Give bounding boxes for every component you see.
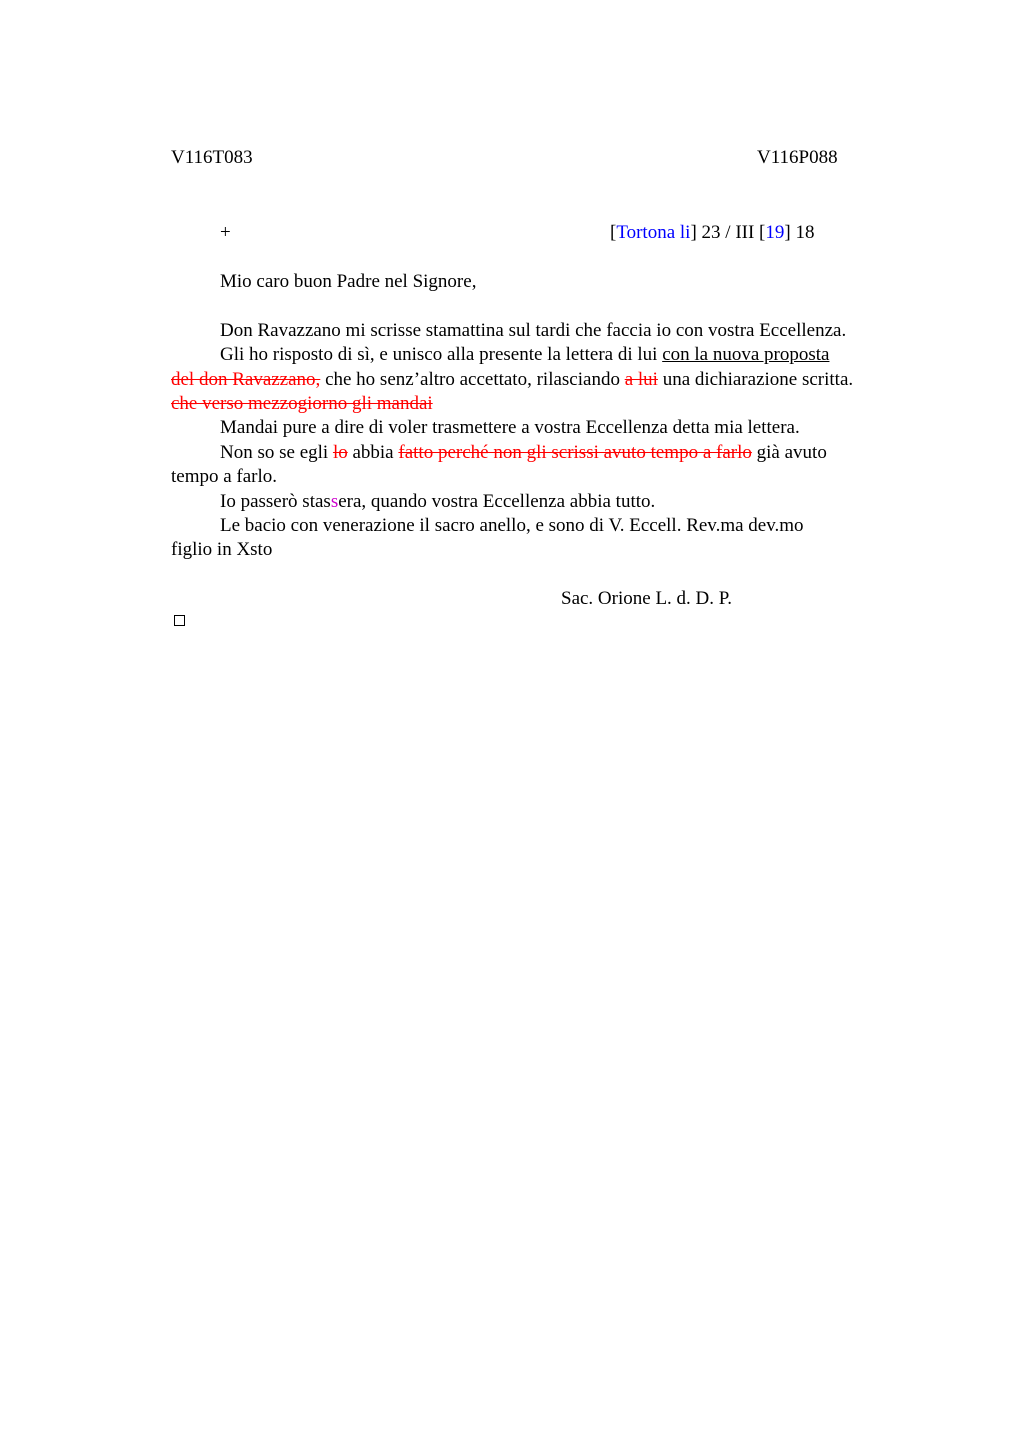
body-line-8 [220, 491, 655, 513]
deleted-text: a lui [624, 369, 658, 390]
highlighted-letter: s [330, 491, 339, 512]
dateline-day-month: ] 23 / III [ [690, 222, 766, 243]
deleted-text: lo [332, 442, 348, 463]
text-span: già avuto [751, 442, 827, 463]
dateline-century: 19 [765, 222, 785, 243]
body-line-1: Don Ravazzano mi scrisse stamattina sul tardi che faccia io con vostra Eccellenza. [220, 320, 847, 341]
body-line-3 [171, 369, 853, 391]
body-line-4-deleted: che verso mezzogiorno gli mandai [171, 393, 433, 414]
deleted-text: fatto perché non gli scrissi avuto tempo a farlo [398, 442, 752, 463]
underlined-text: con la nuova proposta [662, 344, 830, 365]
text-span: Non so se egli [220, 442, 333, 463]
signature: Sac. Orione L. d. D. P. [561, 588, 732, 609]
salutation: Mio caro buon Padre nel Signore, [220, 271, 477, 292]
dateline-place: Tortona li [616, 222, 691, 243]
dateline [610, 222, 814, 244]
document-code-right: V116P088 [757, 147, 838, 168]
body-line-10: figlio in Xsto [171, 539, 273, 560]
text-span: una dichiarazione scritta. [657, 369, 854, 390]
text-span: che ho senz’altro accettato, rilasciando [320, 369, 625, 390]
body-line-5: Mandai pure a dire di voler trasmettere a vostra Eccellenza detta mia lettera. [220, 417, 800, 438]
end-square-icon [174, 615, 185, 626]
body-line-6 [220, 442, 827, 464]
body-line-7: tempo a farlo. [171, 466, 278, 487]
cross-symbol: + [220, 222, 231, 243]
dateline-year: ] 18 [784, 222, 815, 243]
document-code-left: V116T083 [171, 147, 253, 168]
body-line-2 [220, 344, 829, 366]
text-span: Gli ho risposto di sì, e unisco alla presente la lettera di lui [220, 344, 663, 365]
bracket-open: [ [610, 222, 617, 243]
deleted-text: del don Ravazzano, [171, 369, 321, 390]
text-span: Io passerò stas [220, 491, 331, 512]
body-line-9: Le bacio con venerazione il sacro anello, e sono di V. Eccell. Rev.ma dev.mo [220, 515, 804, 536]
text-span: era, quando vostra Eccellenza abbia tutto. [338, 491, 656, 512]
text-span: abbia [347, 442, 399, 463]
